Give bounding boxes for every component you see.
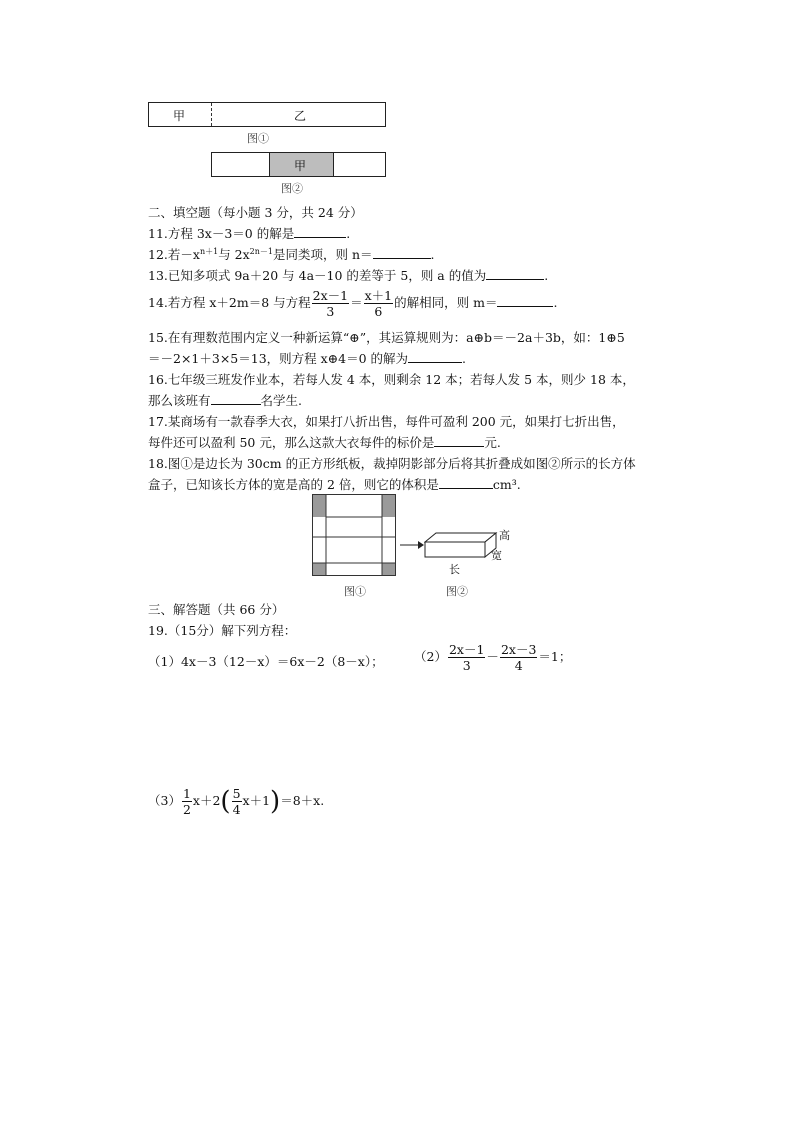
question-12-text-c: 是同类项，则 n＝ — [273, 247, 373, 262]
figure-2-caption: 图② — [281, 182, 303, 195]
fraction-denominator: 6 — [374, 304, 383, 319]
answer-blank — [497, 294, 553, 307]
question-18-line-2 — [148, 475, 521, 493]
equation-2-label: （2） — [414, 649, 447, 664]
answer-blank — [211, 392, 261, 405]
figure-18-caption-2: 图② — [446, 585, 468, 598]
section-2-heading: 二、填空题（每小题 3 分，共 24 分） — [148, 205, 363, 220]
question-16-text-b: 名学生. — [260, 393, 302, 408]
question-15-line-1: 15.在有理数范围内定义一种新运算“⊕”，其运算规则为：a⊕b＝－2a＋3b，如：1⊕5 — [148, 330, 625, 345]
fraction-numerator: x＋1 — [364, 288, 393, 303]
exponent-2: 2n－1 — [249, 246, 274, 256]
fraction-denominator: 4 — [514, 658, 523, 673]
question-17-line-2 — [148, 433, 501, 451]
fraction-numerator: 2x－1 — [312, 288, 349, 303]
bar-part-jia: 甲 — [173, 109, 186, 123]
label-width: 宽 — [491, 549, 502, 562]
fraction-numerator: 2x－1 — [448, 642, 485, 657]
fraction — [312, 288, 349, 319]
figure-18-caption-1: 图① — [344, 585, 366, 598]
label-length: 长 — [449, 563, 460, 576]
question-18-text-b: cm³. — [492, 477, 521, 492]
square-cardboard-figure — [312, 494, 396, 576]
equation-3-rhs: ＝8＋x. — [280, 793, 325, 808]
fold-lines — [313, 495, 395, 575]
equation-2 — [414, 642, 571, 673]
arrow-icon — [400, 540, 424, 550]
section-3-heading: 三、解答题（共 66 分） — [148, 602, 285, 617]
question-14-text-b: 的解相同，则 m＝ — [394, 295, 498, 310]
question-19: 19.（15分）解下列方程： — [148, 623, 297, 638]
bar-part-jia-2: 甲 — [294, 159, 307, 173]
equals-sign: ＝ — [350, 295, 363, 310]
bar-part-yi: 乙 — [294, 109, 307, 123]
figure-2-bar — [211, 152, 386, 177]
question-16-text-a: 那么该班有 — [148, 393, 211, 408]
question-17-line-1: 17.某商场有一款春季大衣，如果打八折出售，每件可盈利 200 元，如果打七折出售， — [148, 414, 625, 429]
question-16-line-1: 16.七年级三班发作业本，若每人发 4 本，则剩余 12 本；若每人发 5 本，则少 18 本， — [148, 372, 635, 387]
question-14: 14.若方程 x＋2m＝8 与方程 $\frac{2x-1}{3}$ ＝ $\frac{x+1}{6}$ 的解相同，则 m＝ . — [148, 288, 558, 319]
answer-blank — [294, 225, 346, 238]
fraction — [182, 786, 192, 817]
question-18-text-a: 盒子，已知该长方体的宽是高的 2 倍，则它的体积是 — [148, 477, 439, 492]
minus-sign: － — [486, 649, 499, 664]
fraction-denominator: 3 — [326, 304, 335, 319]
exponent-1: n＋1 — [199, 246, 219, 256]
answer-blank — [434, 434, 484, 447]
fraction-denominator: 3 — [462, 658, 471, 673]
fraction — [232, 786, 242, 817]
fraction-numerator: 5 — [232, 786, 241, 801]
fraction-denominator: 2 — [182, 802, 191, 817]
label-height: 高 — [499, 529, 510, 542]
fraction-numerator: 2x－3 — [500, 642, 537, 657]
question-17-text-a: 每件还可以盈利 50 元，那么这款大衣每件的标价是 — [148, 435, 435, 450]
close-paren: ) — [270, 786, 281, 817]
question-11: 11.方程 3x－3＝0 的解是 . — [148, 226, 351, 241]
fraction-numerator: 1 — [182, 786, 191, 801]
question-17-text-b: 元. — [484, 435, 501, 450]
fraction — [364, 288, 394, 319]
answer-blank — [439, 476, 493, 489]
fraction — [500, 642, 537, 673]
open-paren: ( — [220, 786, 231, 817]
equation-1: （1）4x－3（12－x）＝6x－2（8－x）； — [148, 654, 384, 669]
answer-blank — [373, 246, 431, 259]
question-12-text-b: 与 2x — [218, 247, 250, 262]
question-12: 12.若$-x^{n+1}$与 $2x^{2n-1}$是同类项，则 n＝ . — [148, 246, 435, 262]
equation-3 — [148, 786, 324, 817]
question-11-text: 11.方程 3x－3＝0 的解是 — [148, 226, 295, 241]
equation-3-term: x＋2 — [192, 793, 221, 808]
question-12-text-a: 12.若－x — [148, 247, 200, 262]
answer-blank — [408, 350, 462, 363]
equation-2-rhs: ＝1； — [538, 649, 572, 664]
figure-1-bar — [148, 102, 386, 127]
question-15-text: ＝－2×1＋3×5＝13，则方程 x⊕4＝0 的解为 — [148, 351, 409, 366]
question-13-text: 13.已知多项式 9a＋20 与 4a－10 的差等于 5，则 a 的值为 — [148, 268, 487, 283]
question-14-text-a: 14.若方程 x＋2m＝8 与方程 — [148, 295, 311, 310]
figure-1-caption: 图① — [247, 132, 269, 145]
question-15-line-2: ＝－2×1＋3×5＝13，则方程 x⊕4＝0 的解为 . — [148, 351, 467, 366]
dashed-divider — [211, 103, 212, 126]
question-16-line-2 — [148, 391, 302, 409]
fraction — [448, 642, 485, 673]
question-13: 13.已知多项式 9a＋20 与 4a－10 的差等于 5，则 a 的值为 . — [148, 268, 549, 283]
question-18-line-1: 18.图①是边长为 30cm 的正方形纸板，裁掉阴影部分后将其折叠成如图②所示的长方体 — [148, 456, 636, 471]
equation-3-label: （3） — [148, 793, 181, 808]
answer-blank — [486, 267, 544, 280]
equation-3-term-2: x＋1 — [242, 793, 271, 808]
fraction-denominator: 4 — [232, 802, 241, 817]
